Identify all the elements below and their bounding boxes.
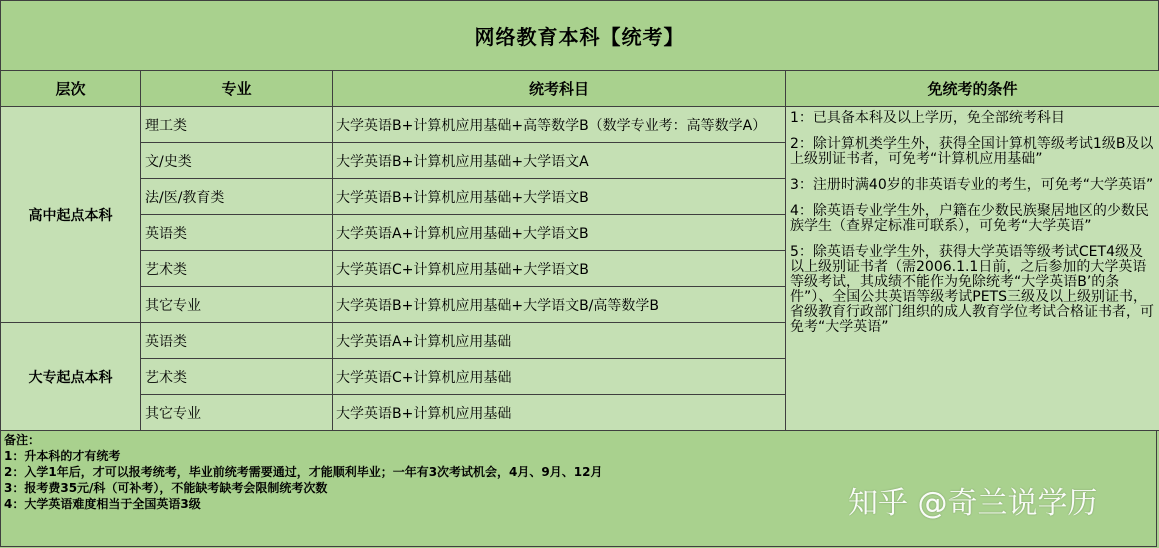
exemption-condition: 5：除英语专业学生外，获得大学英语等级考试CET4级及以上级别证书者（需2006.1.1日前，之后参加的大学英语等级考试，其成绩不能作为免除统考“大学英语B’的条件”）、全国公共英语等级考试PETS三级及以上级别证书，省级教育行政部门组织的成人教育学位考试合格证书者，可免考“大学英语” [790, 244, 1154, 335]
header-row [1, 71, 1159, 107]
major-cell: 法/医/教育类 [141, 179, 333, 215]
notes-heading: 备注： [4, 433, 41, 447]
note-item: 1：升本科的才有统考 [4, 449, 121, 463]
header-subjects: 统考科目 [333, 71, 786, 107]
major-cell: 其它专业 [141, 395, 333, 431]
zhihu-watermark: 知乎 @奇兰说学历 [848, 486, 1098, 521]
subject-cell: 大学英语A+计算机应用基础+大学语文B [333, 215, 786, 251]
note-item: 3：报考费35元/科（可补考），不能缺考缺考会限制统考次数 [4, 481, 328, 495]
level-cell-college: 大专起点本科 [1, 323, 141, 431]
major-cell: 英语类 [141, 215, 333, 251]
exam-grid [0, 70, 1159, 431]
table-title: 网络教育本科【统考】 [0, 0, 1159, 71]
header-level: 层次 [1, 71, 141, 107]
header-major: 专业 [141, 71, 333, 107]
level-cell-highschool: 高中起点本科 [1, 107, 141, 323]
subject-cell: 大学英语A+计算机应用基础 [333, 323, 786, 359]
exemption-condition: 4：除英语专业学生外，户籍在少数民族聚居地区的少数民族学生（查界定标准可联系），可免考“大学英语” [790, 203, 1149, 234]
major-cell: 艺术类 [141, 359, 333, 395]
exemption-condition: 2：除计算机类学生外，获得全国计算机等级考试1级B及以上级别证书者，可免考“计算机应用基础” [790, 136, 1154, 167]
note-item: 2：入学1年后，才可以报考统考，毕业前统考需要通过，才能顺利毕业；一年有3次考试机会，4月、9月、12月 [4, 465, 603, 479]
subject-cell: 大学英语B+计算机应用基础+高等数学B（数学专业考：高等数学A） [333, 107, 786, 143]
major-cell: 英语类 [141, 323, 333, 359]
exemption-condition: 3：注册时满40岁的非英语专业的考生，可免考“大学英语” [790, 177, 1154, 193]
subject-cell: 大学英语C+计算机应用基础 [333, 359, 786, 395]
header-exemption: 免统考的条件 [786, 71, 1159, 107]
exemption-conditions-cell [786, 107, 1159, 431]
major-cell: 其它专业 [141, 287, 333, 323]
note-item: 4：大学英语难度相当于全国英语3级 [4, 497, 201, 511]
subject-cell: 大学英语C+计算机应用基础+大学语文B [333, 251, 786, 287]
subject-cell: 大学英语B+计算机应用基础+大学语文B [333, 179, 786, 215]
major-cell: 理工类 [141, 107, 333, 143]
table-row [1, 107, 1159, 143]
subject-cell: 大学英语B+计算机应用基础+大学语文B/高等数学B [333, 287, 786, 323]
subject-cell: 大学英语B+计算机应用基础 [333, 395, 786, 431]
subject-cell: 大学英语B+计算机应用基础+大学语文A [333, 143, 786, 179]
major-cell: 文/史类 [141, 143, 333, 179]
exemption-condition: 1：已具备本科及以上学历，免全部统考科目 [790, 110, 1065, 126]
major-cell: 艺术类 [141, 251, 333, 287]
